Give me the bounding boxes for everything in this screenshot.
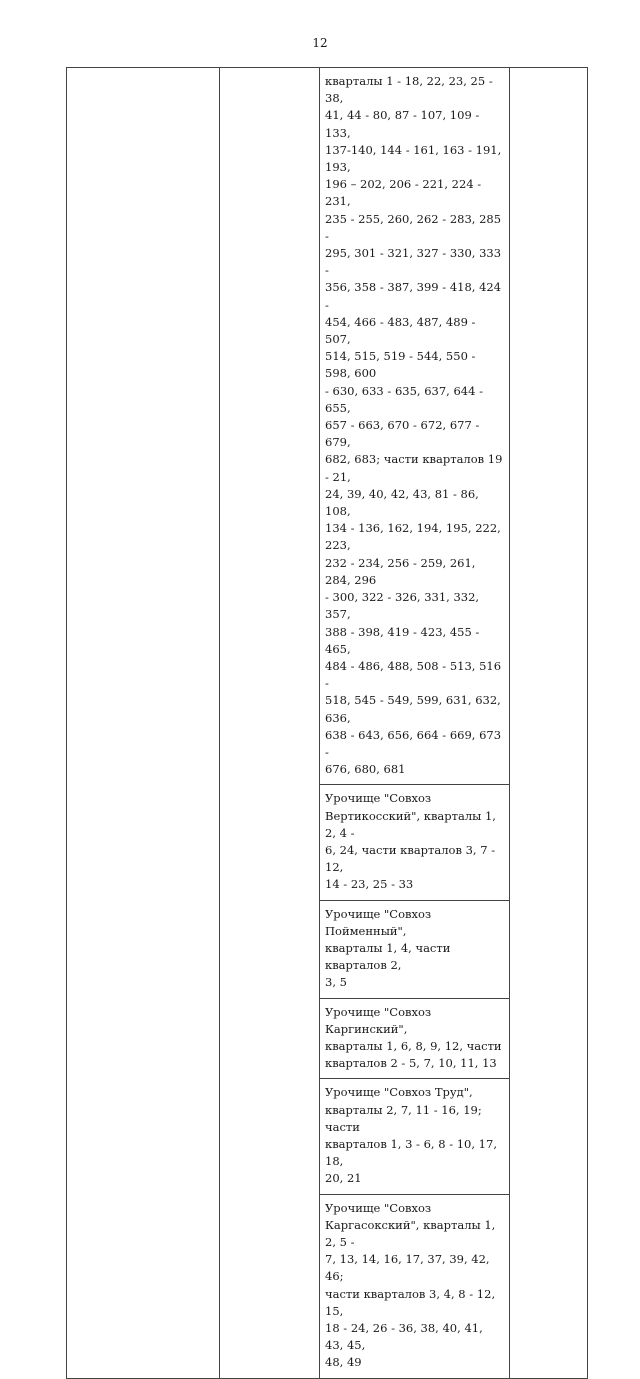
table-cell-quarters <box>320 785 510 900</box>
page-number: 12 <box>312 36 328 50</box>
table-row <box>67 68 588 785</box>
table-cell-quarters <box>320 1194 510 1378</box>
quarters-text: Урочище "Совхоз Пойменный", кварталы 1, 4, части кварталов 2, 3, 5 <box>325 906 451 990</box>
table-cell-quarters <box>320 900 510 998</box>
table-cell-quarters <box>320 1079 510 1194</box>
table-cell-quarters <box>320 68 510 785</box>
quarters-text: Урочище "Совхоз Каргинский", кварталы 1, 6, 8, 9, 12, части кварталов 2 - 5, 7, 10, 11, 13 <box>325 1004 502 1071</box>
quarters-text: Урочище "Совхоз Труд", кварталы 2, 7, 11 - 16, 19; части кварталов 1, 3 - 6, 8 - 10, 17, 18, 20, 21 <box>325 1085 497 1186</box>
table-cell-column-4 <box>510 68 588 1379</box>
quarters-text: кварталы 1 - 18, 22, 23, 25 - 38, 41, 44 - 80, 87 - 107, 109 - 133, 137-140, 144 - 161, 163 - 191, 193, 196 – 202, 206 - 221, 224 - 231, 235 - 255, 260, 262 - 283, 285 - 295, 301 - 321, 327 - 330, 333 - 356, 358 - 387, 399 - 418, 424 - 454, 466 - 483, 487, 489 - 507, 514, 515, 519 - 544, 550 - 598, 600 - 630, 633 - 635, 637, 644 - 655, 657 - 663, 670 - 672, 677 - 679, 682, 683; части кварталов 19 - 21, 24, 39, 40, 42, 43, 81 - 86, 108, 134 - 136, 162, 194, 195, 222, 223, 232 - 234, 256 - 259, 261, 284, 296 - 300, 322 - 326, 331, 332, 357, 388 - 398, 419 - 423, 455 - 465, 484 - 486, 488, 508 - 513, 516 - 518, 545 - 549, 599, 631, 632, 636, 638 - 643, 656, 664 - 669, 673 - 676, 680, 681 <box>325 74 503 777</box>
quarters-text: Урочище "Совхоз Вертикосский", кварталы 1, 2, 4 - 6, 24, части кварталов 3, 7 - 12, 14 - 23, 25 - 33 <box>325 791 496 892</box>
quarters-text: Урочище "Совхоз Каргасокский", кварталы 1, 2, 5 - 7, 13, 14, 16, 17, 37, 39, 42, 46; части кварталов 3, 4, 8 - 12, 15, 18 - 24, 26 - 36, 38, 40, 41, 43, 45, 48, 49 <box>325 1200 496 1370</box>
table-cell-column-1 <box>67 68 220 1379</box>
table-cell-quarters <box>320 998 510 1079</box>
table-cell-column-2 <box>220 68 320 1379</box>
forest-quarters-table <box>66 67 588 1379</box>
